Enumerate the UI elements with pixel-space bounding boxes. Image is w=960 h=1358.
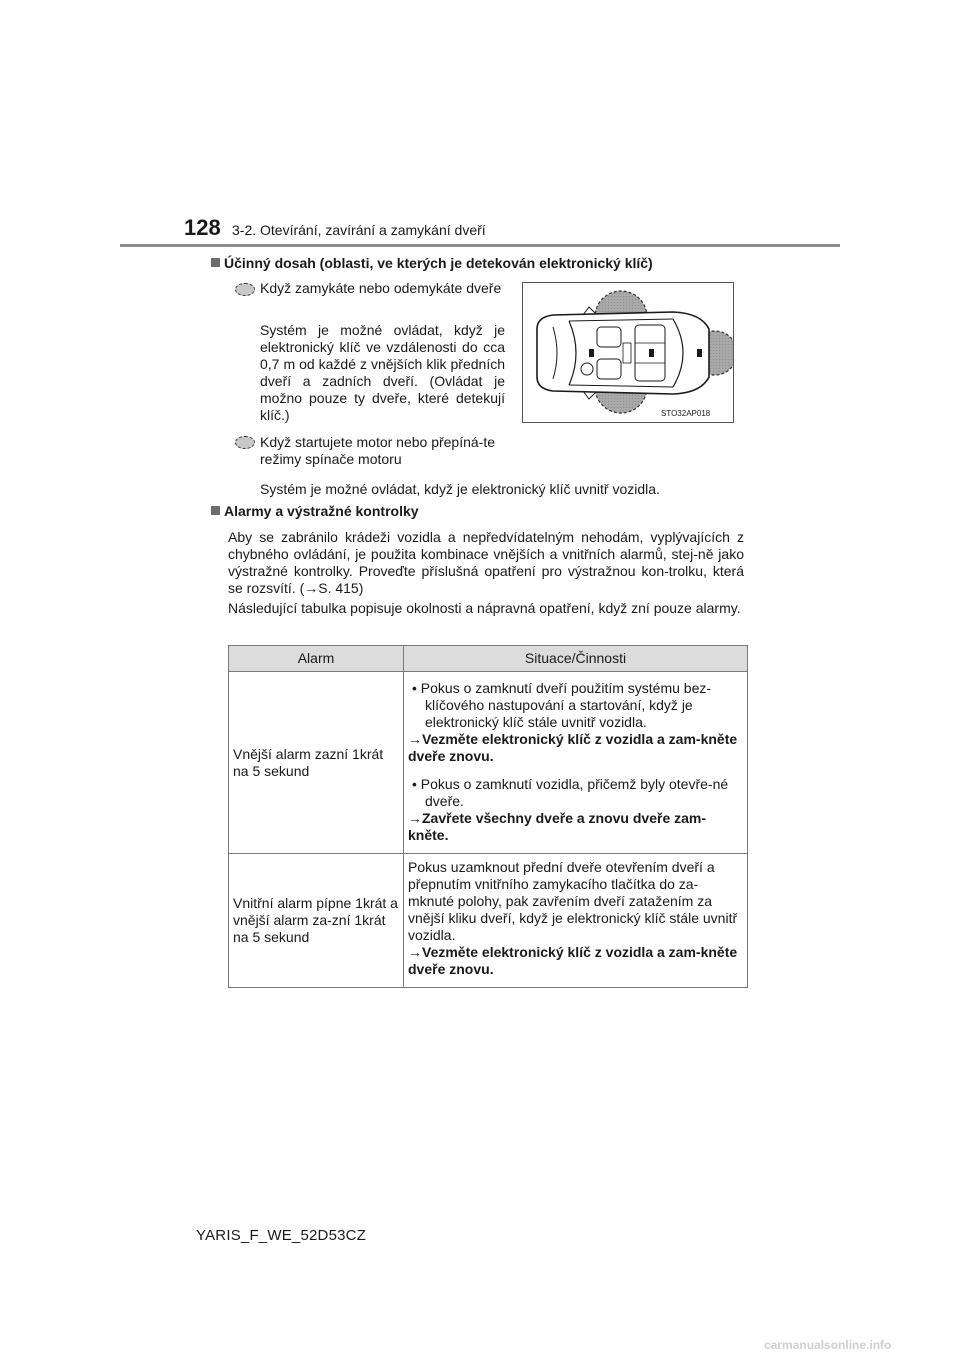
lock-unlock-description: Systém je možné ovládat, když je elektronický klíč ve vzdálenosti do cca 0,7 m od každé z vnějších klik předních dveří a zadních dveří. (Ovládat je možno pouze ty dveře, které detekují klíč.) <box>260 322 505 423</box>
alarms-heading-text: Alarmy a výstražné kontrolky <box>224 503 419 519</box>
situation-text: Pokus uzamknout přední dveře otevřením dveří a přepnutím vnitřního zamykacího tlačítka do za-mknuté polohy, pak zavřením dveří zatažením za vnější kliku dveří, když je elektronický klíč stále uvnitř vozidla. <box>408 859 738 943</box>
alarms-paragraph: Aby se zabránilo krádeži vozidla a nepředvídatelným nehodám, vyplývajících z chybného ovládání, je použita kombinace vnějších a vnitřních alarmů, stej-ně jako výstražné kontrolky. Proveďte příslušná opatření pro výstražnou kon-trolku, která se rozsvítí. (→S. 415) <box>228 529 744 596</box>
antenna-icon <box>589 349 594 357</box>
corrective-action: →Vezměte elektronický klíč z vozidla a zam-kněte dveře znovu. <box>408 944 738 977</box>
table-intro-paragraph: Následující tabulka popisuje okolnosti a nápravná opatření, když zní pouze alarmy. <box>228 600 741 616</box>
dashed-zone-icon <box>235 283 255 296</box>
alarm-cell: Vnější alarm zazní 1krát na 5 sekund <box>229 672 404 854</box>
situation-bullet: • Pokus o zamknutí vozidla, přičemž byly otevře-né dveře. <box>412 775 729 809</box>
situation-cell <box>404 672 748 854</box>
corrective-action: →Zavřete všechny dveře a znovu dveře zam-kněte. <box>408 809 707 843</box>
range-heading-text: Účinný dosah (oblasti, ve kterých je detekován elektronický klíč) <box>224 255 653 271</box>
column-header-situation: Situace/Činnosti <box>404 646 748 672</box>
alarms-heading <box>211 503 419 519</box>
lock-unlock-title: Když zamykáte nebo odemykáte dveře <box>260 280 502 296</box>
engine-start-description: Systém je možné ovládat, když je elektronický klíč uvnitř vozidla. <box>260 481 660 497</box>
table-header-row <box>229 646 748 672</box>
column-header-alarm: Alarm <box>229 646 404 672</box>
table-row <box>229 854 748 988</box>
corrective-action: →Vezměte elektronický klíč z vozidla a zam-kněte dveře znovu. <box>408 730 738 764</box>
header-divider <box>120 244 840 247</box>
table-row <box>229 672 748 854</box>
model-code-footer: YARIS_F_WE_52D53CZ <box>196 1227 367 1244</box>
antenna-icon <box>649 349 654 357</box>
square-bullet-icon <box>211 258 220 267</box>
engine-start-title: Když startujete motor nebo přepíná-te režimy spínače motoru <box>260 434 496 467</box>
range-heading <box>211 255 653 271</box>
square-bullet-icon <box>211 506 220 515</box>
situation-bullet: • Pokus o zamknutí dveří použitím systému bez-klíčového nastupování a startování, když je elektronický klíč stále uvnitř vozidla. <box>412 679 712 730</box>
detection-range-figure <box>522 282 734 423</box>
antenna-icon <box>697 349 702 357</box>
section-title: 3-2. Otevírání, zavírání a zamykání dveří <box>232 222 486 238</box>
situation-cell <box>404 854 748 988</box>
figure-code: STO32AP018 <box>661 409 711 418</box>
alarm-table <box>228 645 748 988</box>
page-number: 128 <box>184 215 221 240</box>
dashed-zone-icon <box>235 436 255 449</box>
alarm-cell: Vnitřní alarm pípne 1krát a vnější alarm za-zní 1krát na 5 sekund <box>229 854 404 988</box>
watermark: carmanualsonline.info <box>764 1338 892 1352</box>
car-top-view-illustration <box>523 283 733 422</box>
